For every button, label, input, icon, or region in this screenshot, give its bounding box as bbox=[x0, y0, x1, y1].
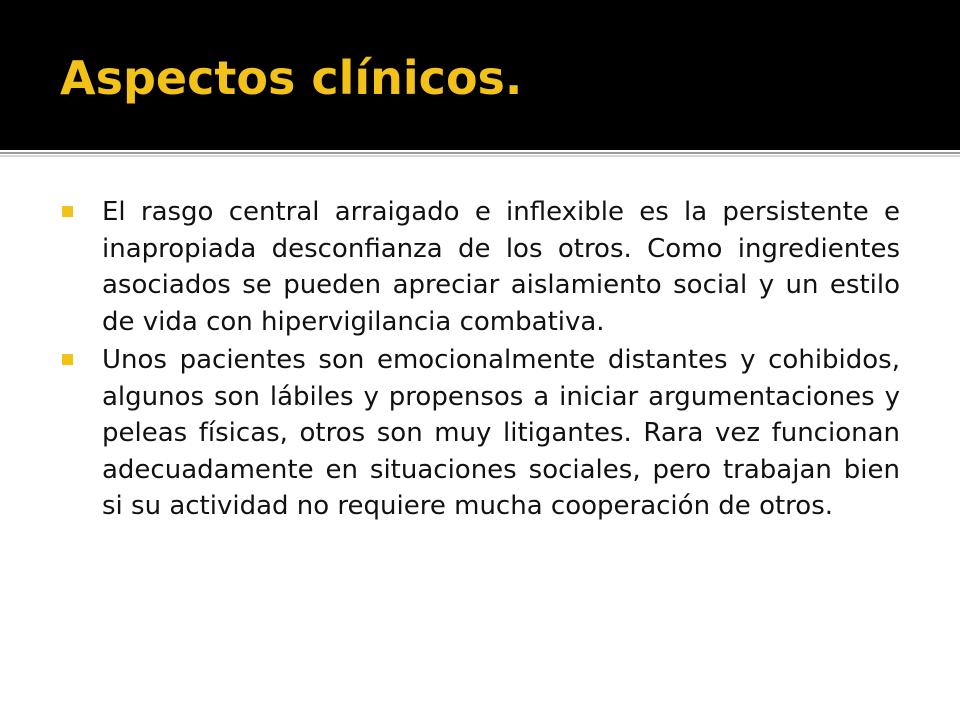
bullet-list bbox=[62, 194, 900, 527]
square-bullet-icon bbox=[62, 354, 73, 365]
bullet-text-1: El rasgo central arraigado e inflexible es la persistente e inapropiada desconfianza de los otros. Como ingredientes asociados se pueden apreciar aislamiento social y un estilo de vida con hipervigilancia combativa. bbox=[102, 197, 900, 337]
bullet-item-2 bbox=[62, 342, 900, 525]
square-bullet-icon bbox=[62, 206, 73, 217]
title-divider-dark bbox=[0, 152, 960, 154]
slide-title: Aspectos clínicos. bbox=[60, 51, 523, 105]
bullet-text-2: Unos pacientes son emocionalmente distantes y cohibidos, algunos son lábiles y propensos a iniciar argumentaciones y peleas físicas, otros son muy litigantes. Rara vez funcionan adecuadamente en situaciones sociales, pero trabajan bien si su actividad no requiere mucha cooperación de otros. bbox=[102, 345, 900, 521]
title-divider-light bbox=[0, 155, 960, 157]
bullet-item-1 bbox=[62, 194, 900, 340]
title-bar bbox=[0, 0, 960, 150]
